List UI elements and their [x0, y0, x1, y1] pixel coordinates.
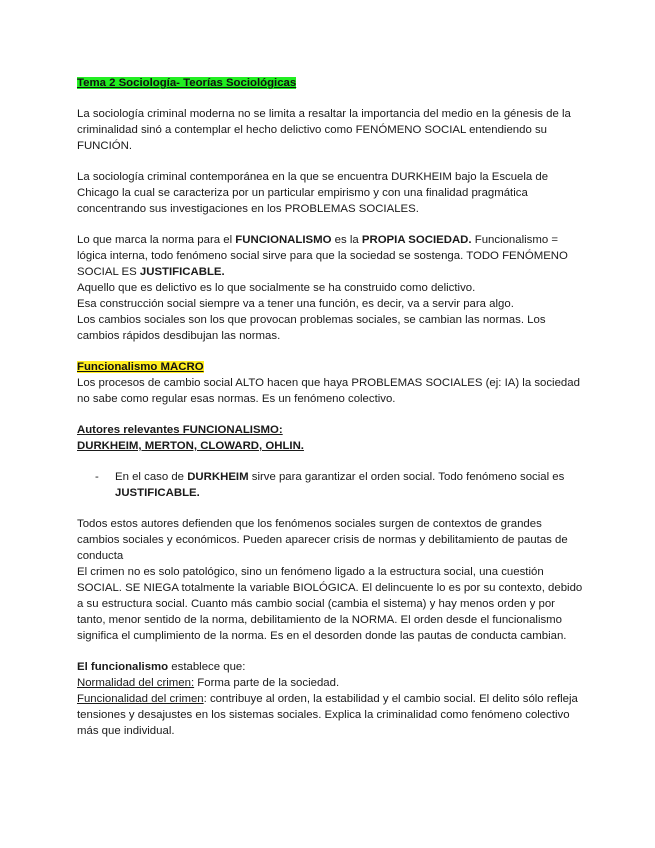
paragraph-funcionalismo: Lo que marca la norma para el FUNCIONALISMO es la PROPIA SOCIEDAD. Funcionalismo = lógica interna, todo fenómeno social sirve para que la sociedad se sostenga. TODO FENÓMENO SOCIAL ES JUSTIFICABLE.	[77, 234, 568, 278]
authors-list: DURKHEIM, MERTON, CLOWARD, OHLIN.	[77, 440, 304, 452]
paragraph-construccion: Esa construcción social siempre va a tener una función, es decir, va a servir para algo.	[77, 298, 514, 310]
paragraph-macro: Los procesos de cambio social ALTO hacen que haya PROBLEMAS SOCIALES (ej: IA) la sociedad no sabe como regular esas normas. Es un fenómeno colectivo.	[77, 377, 580, 405]
paragraph-intro: La sociología criminal moderna no se limita a resaltar la importancia del medio en la génesis de la criminalidad sinó a contemplar el hecho delictivo como FENÓMENO SOCIAL entendiendo su FUNCIÓN.	[77, 108, 571, 152]
authors-heading: Autores relevantes FUNCIONALISMO:	[77, 424, 283, 436]
document-title: Tema 2 Sociología- Teorías Sociológicas	[77, 77, 297, 89]
normalidad-line: Normalidad del crimen: Forma parte de la sociedad.	[77, 677, 340, 689]
macro-heading-line	[77, 359, 585, 375]
macro-heading: Funcionalismo MACRO	[77, 361, 204, 373]
paragraph-cambios: Los cambios sociales son los que provocan problemas sociales, se cambian las normas. Los cambios rápidos desdibujan las normas.	[77, 314, 546, 342]
funcionalismo-establece: El funcionalismo establece que:	[77, 661, 246, 673]
title-line	[77, 75, 585, 91]
bullet-dash: -	[95, 471, 99, 483]
list-item-durkheim: - En el caso de DURKHEIM sirve para garantizar el orden social. Todo fenómeno social es JUSTIFICABLE.	[95, 471, 565, 499]
paragraph-autores: Todos estos autores defienden que los fenómenos sociales surgen de contextos de grandes cambios sociales y económicos. Pueden aparecer crisis de normas y debilitamiento de pautas de conducta	[77, 518, 568, 562]
paragraph-delictivo: Aquello que es delictivo es lo que socialmente se ha construido como delictivo.	[77, 282, 476, 294]
paragraph-crimen: El crimen no es solo patológico, sino un fenómeno ligado a la estructura social, una cuestión SOCIAL. SE NIEGA totalmente la variable BIOLÓGICA. El delincuente lo es por su contexto, debido a su estructura social. Cuanto más cambio social (cambia el sistema) y hay menos orden y por tanto, menor sentido de la norma, debilitamiento de la NORMA. El orden desde el funcionalismo significa el cumplimiento de la norma. Es en el desorden donde las pautas de conducta cambian.	[77, 566, 583, 642]
paragraph-durkheim: La sociología criminal contemporánea en la que se encuentra DURKHEIM bajo la Escuela de Chicago la cual se caracteriza por un particular empirismo y con una finalidad pragmática concentrando sus investigaciones en los PROBLEMAS SOCIALES.	[77, 171, 549, 215]
funcionalidad-line: Funcionalidad del crimen: contribuye al orden, la estabilidad y el cambio social. El delito sólo refleja tensiones y desajustes en los sistemas sociales. Explica la criminalidad como fenómeno colectivo más que individual.	[77, 693, 578, 737]
